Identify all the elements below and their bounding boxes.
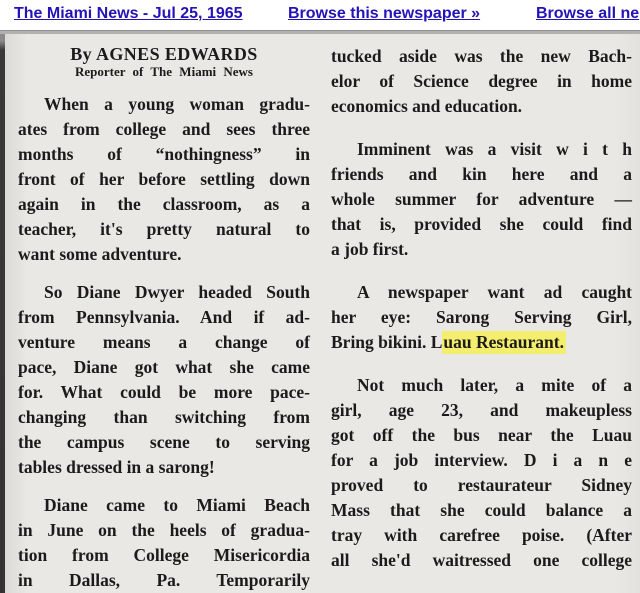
article-line: in Dallas, Pa. Temporarily [18,570,310,590]
paragraph [18,280,310,480]
article-line: teacher, it's pretty natural to [18,219,310,239]
article-line: in June on the heels of gradua- [18,520,310,540]
archive-toolbar [0,0,640,31]
article-line: a job first. [331,239,409,259]
article-line: front of her before settling down [18,169,310,189]
paragraph [331,373,632,573]
article-line: When a young woman gradu- [44,94,310,114]
article-line: tucked aside was the new Bach- [331,46,632,66]
page-edge-shadow [0,34,5,593]
article-line-text: Bring bikini. L [331,332,443,352]
link-browse-this-newspaper[interactable]: Browse this newspaper » [288,5,481,22]
link-browse-all-newspapers[interactable]: Browse all ne [536,5,640,22]
paragraph [331,280,632,355]
article-line: friends and kin here and a [331,164,632,184]
link-newspaper-title-date[interactable]: The Miami News - Jul 25, 1965 [14,5,243,22]
article-line: want some adventure. [18,244,182,264]
article-line: proved to restaurateur Sidney [331,475,632,495]
article-line: got off the bus near the Luau [331,425,632,445]
article-line: tables dressed in a sarong! [18,457,215,477]
article-line: her eye: Sarong Serving Girl, [331,307,632,327]
article-line: changing than switching from [18,407,310,427]
paragraph [331,137,632,262]
article-line: months of “nothingness” in [18,144,310,164]
article-column-right [331,34,632,593]
paragraph [331,44,632,119]
article-line: elor of Science degree in home [331,71,632,91]
article-line: girl, age 23, and makeupless [331,400,632,420]
article-byline-subtitle: Reporter of The Miami News [75,64,253,79]
article-line: for a job interview. D i a n e [331,450,632,470]
article [18,34,632,593]
paragraph [18,493,310,593]
article-line: ates from college and sees three [18,119,310,139]
article-line: whole summer for adventure — [331,189,632,209]
article-line: Diane came to Miami Beach [44,495,310,515]
article-line: again in the classroom, as a [18,194,310,214]
article-byline: By AGNES EDWARDS [70,44,258,64]
article-line: for. What could be more pace- [18,382,310,402]
article-line: pace, Diane got what she came [18,357,310,377]
article-line: So Diane Dwyer headed South [44,282,310,302]
article-line: that is, provided she could find [331,214,632,234]
search-highlight: uau Restaurant. [443,332,564,352]
article-line: A newspaper want ad caught [357,282,632,302]
article-line: Imminent was a visit w i t h [357,139,632,159]
article-line: venture means a change of [18,332,310,352]
newspaper-scan-viewport[interactable] [0,31,640,593]
article-column-left [18,34,310,593]
article-line: tion from College Misericordia [18,545,310,565]
article-line: tray with carefree poise. (After [331,525,632,545]
article-line: all she'd waitressed one college [331,550,632,570]
article-line: economics and education. [331,96,523,116]
article-line [331,330,632,355]
article-line: from Pennsylvania. And if ad- [18,307,310,327]
article-line: the campus scene to serving [18,432,310,452]
article-line: Not much later, a mite of a [357,375,632,395]
article-line: Mass that she could balance a [331,500,632,520]
paragraph [18,92,310,267]
